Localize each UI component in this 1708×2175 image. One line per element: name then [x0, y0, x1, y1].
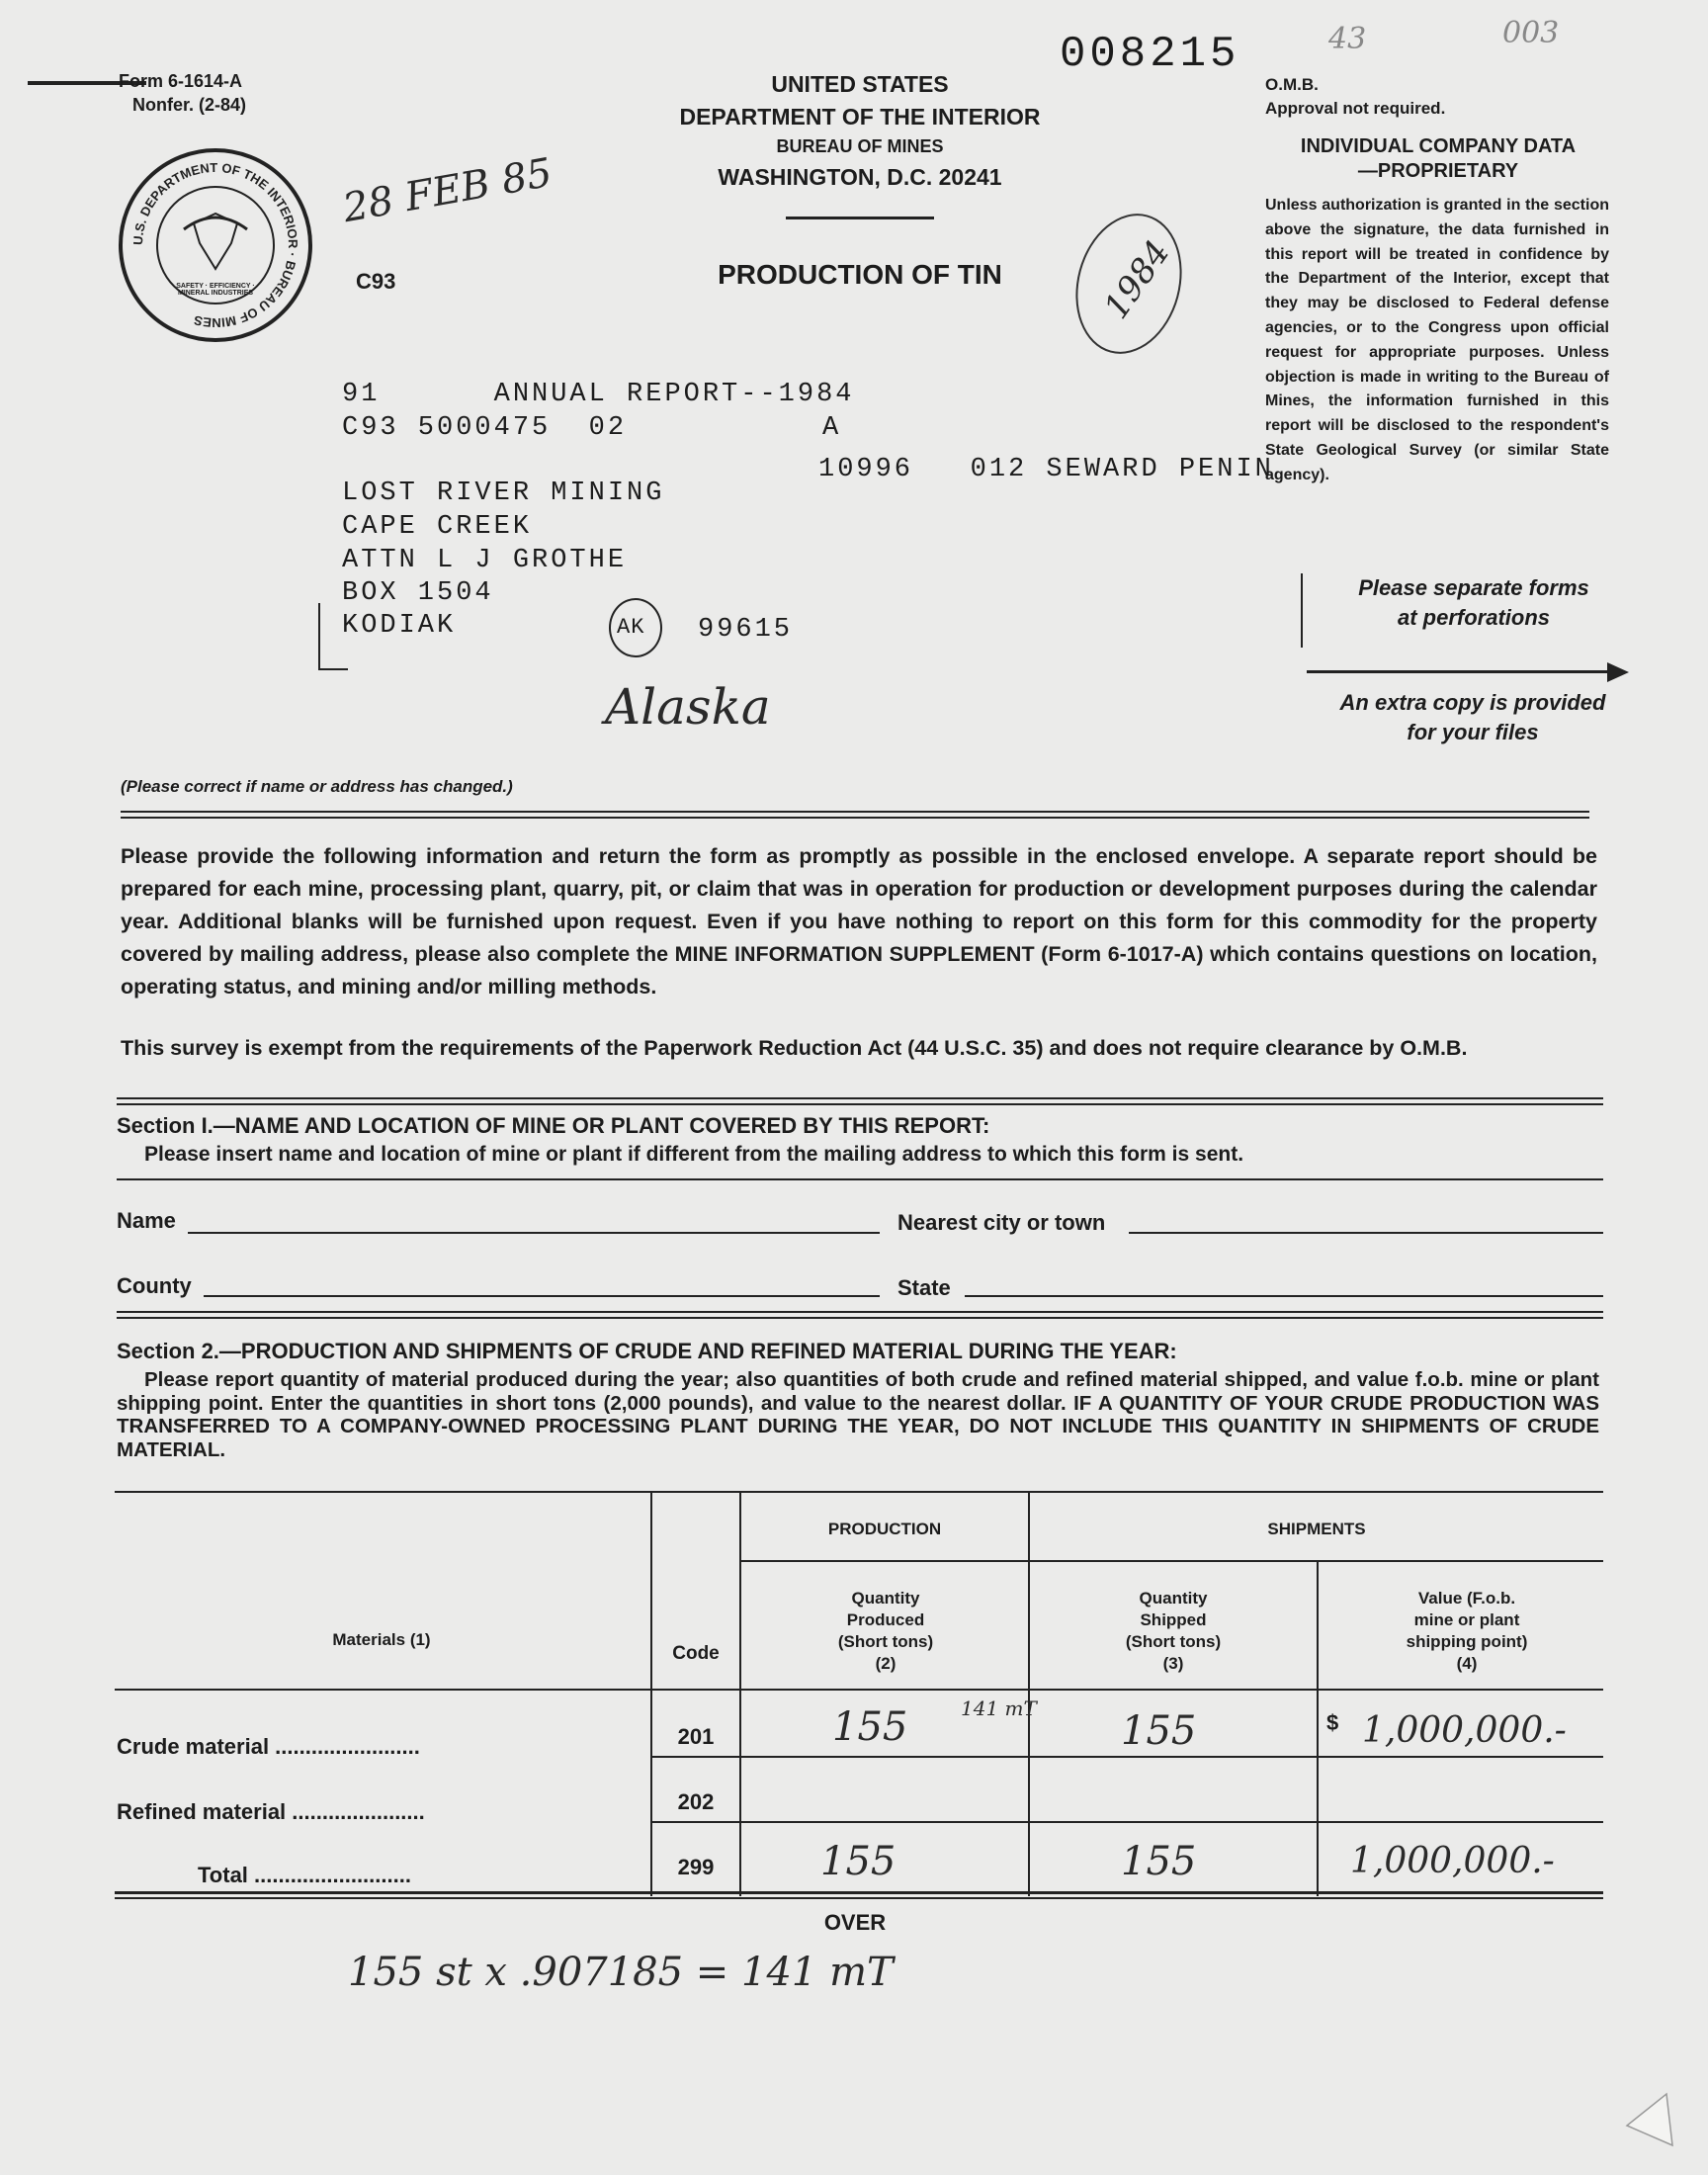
proprietary-title: INDIVIDUAL COMPANY DATA—PROPRIETARY	[1300, 135, 1577, 182]
seal-ring-text: U.S. DEPARTMENT OF THE INTERIOR · BUREAU OF MINES	[129, 159, 301, 331]
svg-text:U.S. DEPARTMENT OF THE INTERIO	[130, 160, 300, 330]
label-line-2: C93 5000475 02	[342, 413, 628, 443]
address-zip: 99615	[698, 615, 794, 645]
address-attention: ATTN L J GROTHE	[342, 546, 628, 575]
code-c93: C93	[356, 269, 396, 294]
quantity-produced-header: Quantity Produced (Short tons) (2)	[837, 1589, 934, 1673]
circled-year-text: 1984	[1096, 233, 1178, 326]
nearest-city-label: Nearest city or town	[897, 1210, 1106, 1235]
bureau-of-mines-seal	[119, 148, 312, 342]
omb-label: O.M.B.	[1265, 75, 1319, 94]
address-state: AK	[617, 615, 645, 640]
name-field[interactable]	[188, 1232, 880, 1234]
section2-instructions: Please report quantity of material produced during the year; also quantities of both crude and refined material shipped, and value f.o.b. mine or plant shipping point. Enter the quantities in short tons (2,000 pounds), and value to the nearest dollar. IF A QUANTITY OF YOUR CRUDE PRODUCTION WAS TRANSFERRED TO A COMPANY-OWNED PROCESSING PLANT DURING THE YEAR, DO NOT INCLUDE THIS QUANTITY IN SHIPMENTS OF CRUDE MATERIAL.	[117, 1368, 1599, 1461]
agency-united-states: UNITED STATES	[771, 71, 949, 97]
corner-note-1: 43	[1328, 22, 1367, 56]
crude-code: 201	[677, 1724, 715, 1749]
extra-copy-note: An extra copy is provided for your files	[1339, 690, 1606, 744]
refined-value[interactable]	[1344, 1770, 1581, 1809]
crude-quantity-produced[interactable]: 155	[832, 1704, 908, 1750]
proprietary-notice: Unless authorization is granted in the section above the signature, the data furnished in this report will be treated in confidence by the Department of the Interior, except that they may be disclosed to Federal defense agencies, or to the Congress upon official request for appropriate purposes. Unless objection is made in writing to the Bureau of Mines, the information furnished in this report will be disclosed to the respondent's State Geological Survey (or similar State agency).	[1265, 197, 1609, 483]
over-indicator: OVER	[823, 1910, 887, 1935]
total-code: 299	[677, 1855, 715, 1879]
code-column-header: Code	[672, 1643, 720, 1664]
circled-year	[1061, 202, 1197, 366]
paperwork-exemption: This survey is exempt from the requirements of the Paperwork Reduction Act (44 U.S.C. 35) and does not require clearance by O.M.B.	[121, 1036, 1468, 1060]
form-title: PRODUCTION OF TIN	[718, 259, 1002, 290]
instructions-paragraph: Please provide the following information and return the form as promptly as possible in the enclosed envelope. A separate report should be prepared for each mine, processing plant, quarry, pit, or claim that was in operation for production or development purposes during the calendar year. Additional blanks will be furnished upon request. Even if you have nothing to report on this form for this commodity for the property covered by mailing address, please also complete the MINE INFORMATION SUPPLEMENT (Form 6-1017-A) which contains questions on location, operating status, and mining and/or milling methods.	[121, 844, 1597, 999]
county-label: County	[117, 1273, 192, 1298]
handwritten-state: Alaska	[605, 678, 771, 736]
agency-address: WASHINGTON, D.C. 20241	[718, 164, 1002, 190]
crude-produced-metric-note: 141 mT	[961, 1696, 1037, 1720]
crude-value-dollar: $	[1326, 1710, 1339, 1735]
omb-approval: Approval not required.	[1265, 99, 1446, 118]
total-quantity-shipped[interactable]: 155	[1121, 1839, 1197, 1884]
crude-material-label: Crude material ........................	[117, 1734, 420, 1759]
form-revision: Nonfer. (2-84)	[132, 95, 247, 115]
county-field[interactable]	[204, 1295, 880, 1297]
received-date-stamp: 28 FEB 85	[339, 149, 555, 232]
refined-quantity-produced[interactable]	[771, 1770, 998, 1809]
state-label: State	[897, 1275, 951, 1300]
refined-code: 202	[677, 1789, 715, 1814]
name-label: Name	[117, 1208, 176, 1233]
agency-department: DEPARTMENT OF THE INTERIOR	[679, 104, 1041, 130]
agency-bureau: BUREAU OF MINES	[776, 136, 944, 156]
label-line-2-flag: A	[822, 413, 842, 443]
conversion-calculation-note: 155 st x .907185 = 141 mT	[348, 1950, 894, 1995]
separate-forms-note: Please separate forms at perforations	[1358, 575, 1589, 630]
corner-note-2: 003	[1502, 16, 1560, 50]
refined-quantity-shipped[interactable]	[1058, 1770, 1285, 1809]
total-value[interactable]: 1,000,000.-	[1350, 1841, 1555, 1881]
address-box: BOX 1504	[342, 578, 494, 608]
correct-address-note: (Please correct if name or address has changed.)	[121, 777, 513, 796]
materials-column-header: Materials (1)	[332, 1630, 431, 1649]
quantity-shipped-header: Quantity Shipped (Short tons) (3)	[1125, 1589, 1222, 1673]
page-corner-fold	[1617, 2086, 1676, 2155]
label-line-3: 10996 012 SEWARD PENIN	[818, 455, 1274, 484]
section1-subtitle: Please insert name and location of mine or plant if different from the mailing address to which this form is sent.	[144, 1143, 1244, 1166]
document-number: 008215	[1060, 30, 1240, 79]
crude-value[interactable]: 1,000,000.-	[1362, 1710, 1567, 1751]
crude-quantity-shipped[interactable]: 155	[1121, 1708, 1197, 1754]
form-number: Form 6-1614-A	[119, 71, 243, 91]
shipments-group-header: SHIPMENTS	[1267, 1520, 1366, 1538]
production-group-header: PRODUCTION	[827, 1520, 942, 1538]
arrow-right-icon	[1607, 662, 1631, 682]
label-line-1: 91 ANNUAL REPORT--1984	[342, 380, 855, 409]
seal-motto: SAFETY · EFFICIENCY · MINERAL INDUSTRIES	[176, 283, 255, 297]
address-city: KODIAK	[342, 611, 457, 641]
state-field[interactable]	[965, 1295, 1603, 1297]
section1-title: Section I.—NAME AND LOCATION OF MINE OR PLANT COVERED BY THIS REPORT:	[117, 1113, 990, 1138]
total-label: Total ..........................	[198, 1863, 411, 1887]
address-line-1: CAPE CREEK	[342, 512, 533, 542]
refined-material-label: Refined material ......................	[117, 1799, 425, 1824]
section2-title: Section 2.—PRODUCTION AND SHIPMENTS OF CRUDE AND REFINED MATERIAL DURING THE YEAR:	[117, 1339, 1177, 1363]
total-quantity-produced[interactable]: 155	[820, 1839, 897, 1884]
nearest-city-field[interactable]	[1129, 1232, 1603, 1234]
value-header: Value (F.o.b. mine or plant shipping point) (4)	[1406, 1589, 1528, 1673]
company-name: LOST RIVER MINING	[342, 478, 665, 508]
